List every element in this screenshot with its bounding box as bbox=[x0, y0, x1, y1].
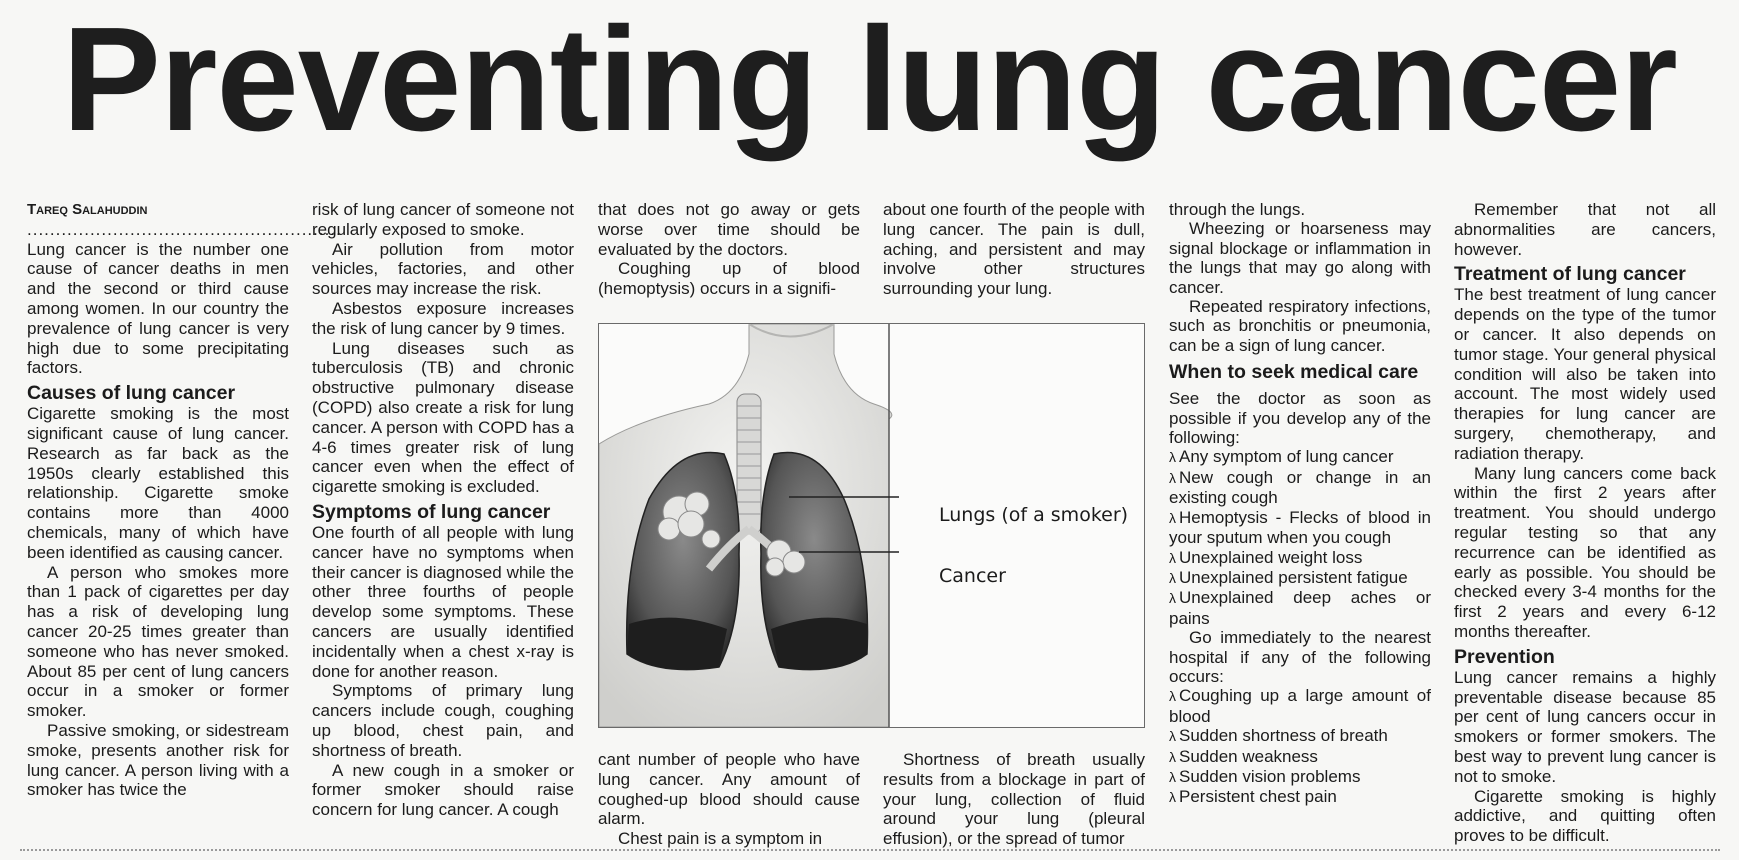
list-item: λ Persistent chest pain bbox=[1169, 787, 1337, 807]
paragraph: Coughing up of blood (hemoptysis) occurs in a signifi- bbox=[598, 259, 860, 299]
warning-signs-list bbox=[1169, 447, 1431, 628]
list-item: λ Hemoptysis - Flecks of blood in your sputum when you cough bbox=[1169, 507, 1431, 548]
paragraph: A new cough in a smoker or former smoker should raise concern for lung cancer. A cough bbox=[312, 760, 574, 820]
paragraph: Chest pain is a symptom in bbox=[618, 829, 823, 849]
byline: Tareq Salahuddin bbox=[27, 201, 148, 218]
paragraph: Remember that not all abnormalities are cancers, however. bbox=[1454, 200, 1716, 259]
lambda-bullet-icon: λ bbox=[1169, 768, 1176, 785]
intro-paragraph: Lung cancer is the number one cause of cancer deaths in men and the second or third cause among women. In our country the prevalence of lung cancer is very high due to some precipitating factors. bbox=[27, 239, 289, 378]
lambda-bullet-icon: λ bbox=[1169, 688, 1176, 705]
heading-treatment: Treatment of lung cancer bbox=[1454, 263, 1686, 286]
paragraph: The best treatment of lung cancer depends on the type of the tumor or cancer. It also depends on tumor stage. Your general physical condition will also be taken into account. The most widely used therapies for lung cancer are surgery, chemotherapy, and radiation therapy. bbox=[1454, 285, 1716, 463]
paragraph: Air pollution from motor vehicles, factories, and other sources may increase the risk. bbox=[312, 239, 574, 299]
paragraph: Many lung cancers come back within the first 2 years after treatment. You should undergo regular testing so that any recurrence can be identified as early as possible. You should be checked every 3-4 months for the first 2 years and every 6-12 months thereafter. bbox=[1454, 463, 1716, 641]
paragraph: Asbestos exposure increases the risk of lung cancer by 9 times. bbox=[312, 298, 574, 338]
byline-divider: ....................................................... bbox=[27, 219, 342, 239]
lambda-bullet-icon: λ bbox=[1169, 728, 1176, 745]
paragraph: through the lungs. bbox=[1169, 200, 1306, 219]
article-column-3-bottom bbox=[598, 750, 860, 849]
article-column-3-top bbox=[598, 200, 860, 299]
emergency-signs-list bbox=[1169, 686, 1431, 807]
article-column-4-bottom bbox=[883, 750, 1145, 849]
list-item: λ Unexplained persistent fatigue bbox=[1169, 567, 1408, 587]
paragraph: Cigarette smoking is the most significant cause of lung cancer. Research as far back as the 1950s clearly established this relationship. Cigarette smoke contains more than 4000 chemicals, many of which have been identified as causing cancer. bbox=[27, 404, 289, 562]
list-item: λ Sudden shortness of breath bbox=[1169, 726, 1388, 746]
lung-illustration-figure bbox=[598, 323, 1145, 728]
article-column-2 bbox=[312, 200, 574, 820]
paragraph: about one fourth of the people with lung cancer. The pain is dull, aching, and persistent and may involve other structures surrounding your lung. bbox=[883, 200, 1145, 299]
paragraph: Cigarette smoking is highly addictive, and quitting often proves to be difficult. bbox=[1454, 786, 1716, 846]
lambda-bullet-icon: λ bbox=[1169, 569, 1176, 586]
list-item: λ Sudden weakness bbox=[1169, 746, 1318, 766]
list-item: λ Unexplained weight loss bbox=[1169, 547, 1363, 567]
lambda-bullet-icon: λ bbox=[1169, 549, 1176, 566]
lambda-bullet-icon: λ bbox=[1169, 789, 1176, 806]
heading-causes: Causes of lung cancer bbox=[27, 382, 236, 405]
paragraph: Go immediately to the nearest hospital if any of the following occurs: bbox=[1169, 628, 1431, 686]
heading-symptoms: Symptoms of lung cancer bbox=[312, 500, 551, 523]
lambda-bullet-icon: λ bbox=[1169, 748, 1176, 765]
figure-label-cancer: Cancer bbox=[939, 565, 1006, 587]
article-column-6 bbox=[1454, 200, 1716, 846]
bottom-dotted-rule bbox=[20, 849, 1720, 852]
list-item: λ Any symptom of lung cancer bbox=[1169, 447, 1394, 467]
paragraph: Wheezing or hoarseness may signal blockage or inflammation in the lungs that may go along with cancer. bbox=[1169, 219, 1431, 297]
headline: Preventing lung cancer bbox=[62, 0, 1677, 162]
list-item: λ Coughing up a large amount of blood bbox=[1169, 686, 1431, 726]
article-column-5 bbox=[1169, 200, 1431, 808]
heading-when-to-seek-care: When to seek medical care bbox=[1169, 361, 1419, 384]
article-column-1 bbox=[27, 200, 342, 800]
paragraph: Passive smoking, or sidestream smoke, presents another risk for lung cancer. A person living with a smoker has twice the bbox=[27, 720, 289, 800]
lambda-bullet-icon: λ bbox=[1169, 590, 1176, 607]
paragraph: Shortness of breath usually results from a blockage in part of your lung, collection of fluid around your lung (pleural effusion), or the spread of tumor bbox=[883, 750, 1145, 849]
paragraph: Symptoms of primary lung cancers include cough, coughing up blood, chest pain, and shortness of breath. bbox=[312, 681, 574, 760]
paragraph: cant number of people who have lung cancer. Any amount of coughed-up blood should cause alarm. bbox=[598, 750, 860, 829]
lambda-bullet-icon: λ bbox=[1169, 509, 1176, 526]
paragraph: One fourth of all people with lung cancer have no symptoms when their cancer is diagnosed while the other three fourths of people develop some symptoms. These cancers are usually identified incidentally when a chest x-ray is done for another reason. bbox=[312, 522, 574, 681]
paragraph: Repeated respiratory infections, such as bronchitis or pneumonia, can be a sign of lung cancer. bbox=[1169, 297, 1431, 355]
list-item: λ Unexplained deep aches or pains bbox=[1169, 588, 1431, 628]
lambda-bullet-icon: λ bbox=[1169, 469, 1176, 486]
article-column-4-top bbox=[883, 200, 1145, 299]
figure-label-lungs: Lungs (of a smoker) bbox=[939, 504, 1129, 526]
paragraph: that does not go away or gets worse over time should be evaluated by the doctors. bbox=[598, 200, 860, 259]
paragraph: risk of lung cancer of someone not regularly exposed to smoke. bbox=[312, 200, 574, 239]
lambda-bullet-icon: λ bbox=[1169, 449, 1176, 466]
paragraph: See the doctor as soon as possible if you develop any of the following: bbox=[1169, 389, 1431, 448]
list-item: λ Sudden vision problems bbox=[1169, 766, 1361, 786]
paragraph: A person who smokes more than 1 pack of cigarettes per day has a risk of developing lung cancer 20-25 times greater than someone who has never smoked. About 85 per cent of lung cancers occur in a smoker or former smoker. bbox=[27, 562, 289, 721]
paragraph: Lung cancer remains a highly preventable disease because 85 per cent of lung cancers occur in smokers or former smokers. The best way to prevent lung cancer is not to smoke. bbox=[1454, 667, 1716, 786]
heading-prevention: Prevention bbox=[1454, 645, 1555, 668]
paragraph: Lung diseases such as tuberculosis (TB) and chronic obstructive pulmonary disease (COPD) also create a risk for lung cancer. A person with COPD has a 4-6 times greater risk of lung cancer even when the effect of cigarette smoking is excluded. bbox=[312, 338, 574, 497]
list-item: λ New cough or change in an existing cough bbox=[1169, 467, 1431, 508]
